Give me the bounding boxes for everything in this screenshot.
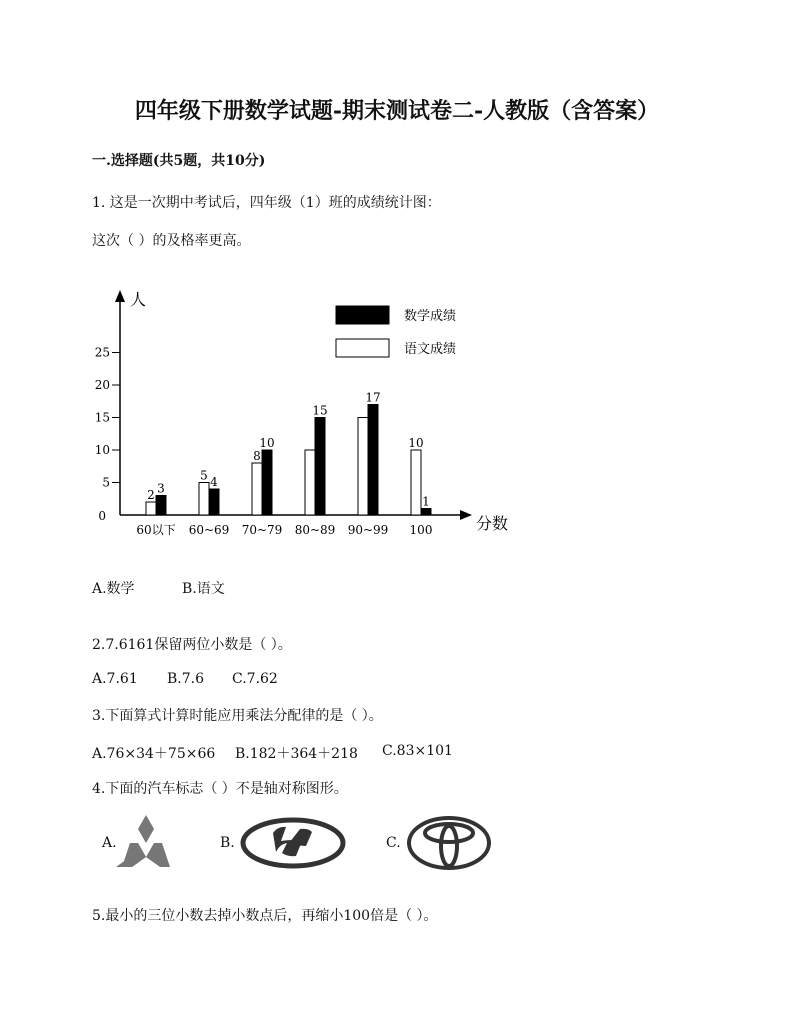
legend-swatch bbox=[336, 306, 389, 324]
y-axis-arrow bbox=[115, 290, 125, 302]
x-tick-label: 80~89 bbox=[294, 523, 336, 537]
bar-chinese bbox=[252, 463, 262, 515]
bar-chinese bbox=[146, 502, 156, 515]
q2-option-b[interactable]: B.7.6 bbox=[167, 671, 205, 687]
x-tick-label: 90~99 bbox=[347, 523, 389, 537]
legend-swatch bbox=[336, 339, 389, 357]
q1-option-b[interactable]: B.语文 bbox=[182, 581, 225, 597]
bar-math bbox=[315, 418, 325, 516]
question-1-prompt: 这次（ ）的及格率更高。 bbox=[92, 233, 251, 249]
q3-option-c[interactable]: C.83×101 bbox=[382, 743, 453, 759]
y-tick-label: 5 bbox=[102, 475, 110, 490]
question-1-text: 1. 这是一次期中考试后，四年级（1）班的成绩统计图： bbox=[92, 195, 441, 211]
x-axis-arrow bbox=[460, 510, 472, 520]
question-5-text: 5.最小的三位小数去掉小数点后，再缩小100倍是（ ）。 bbox=[92, 908, 438, 924]
data-label: 2 bbox=[147, 488, 155, 502]
bar-math bbox=[368, 405, 378, 516]
x-axis-label: 分数 bbox=[476, 514, 509, 533]
x-tick-label: 60以下 bbox=[136, 523, 176, 537]
x-tick-label: 60~69 bbox=[188, 523, 230, 537]
data-label: 17 bbox=[365, 390, 381, 405]
data-label: 10 bbox=[408, 436, 424, 450]
q1-option-a[interactable]: A.数学 bbox=[92, 581, 135, 597]
section-heading: 一.选择题(共5题，共10分) bbox=[92, 153, 266, 169]
y-tick-label: 10 bbox=[94, 443, 110, 457]
data-label: 1 bbox=[422, 494, 430, 509]
bar-chinese bbox=[199, 483, 209, 516]
legend-label: 语文成绩 bbox=[404, 342, 457, 357]
bar-math bbox=[156, 496, 166, 516]
bar-chinese bbox=[411, 450, 421, 515]
hyundai-logo bbox=[240, 817, 346, 869]
data-label: 3 bbox=[157, 481, 165, 496]
y-tick-label: 20 bbox=[94, 378, 110, 392]
question-4-text: 4.下面的汽车标志（ ）不是轴对称图形。 bbox=[92, 781, 348, 797]
score-bar-chart bbox=[90, 285, 530, 550]
page-title: 四年级下册数学试题-期末测试卷二-人教版（含答案） bbox=[134, 98, 660, 124]
q4-option-a[interactable]: A. bbox=[102, 835, 117, 851]
q2-option-a[interactable]: A.7.61 bbox=[92, 671, 138, 687]
bar-chinese bbox=[358, 418, 368, 516]
mitsubishi-logo bbox=[116, 813, 176, 869]
question-2-text: 2.7.6161保留两位小数是（ ）。 bbox=[92, 637, 292, 653]
x-tick-label: 70~79 bbox=[241, 523, 283, 537]
legend-label: 数学成绩 bbox=[404, 309, 457, 324]
y-tick-label: 25 bbox=[94, 345, 110, 360]
q3-option-b[interactable]: B.182＋364＋218 bbox=[235, 746, 358, 762]
bar-math bbox=[421, 509, 431, 516]
y-tick-label: 0 bbox=[98, 509, 106, 523]
question-3-text: 3.下面算式计算时能应用乘法分配律的是（ ）。 bbox=[92, 708, 383, 724]
bar-chinese bbox=[305, 450, 315, 515]
y-tick-label: 15 bbox=[94, 410, 110, 425]
data-label: 8 bbox=[253, 449, 261, 463]
data-label: 4 bbox=[210, 475, 218, 489]
data-label: 10 bbox=[259, 436, 275, 450]
bar-math bbox=[209, 489, 219, 515]
data-label: 15 bbox=[312, 403, 328, 418]
q3-option-a[interactable]: A.76×34＋75×66 bbox=[92, 746, 216, 762]
data-label: 5 bbox=[200, 468, 208, 483]
q2-option-c[interactable]: C.7.62 bbox=[232, 671, 278, 687]
y-axis-label: 人 bbox=[130, 290, 147, 309]
x-tick-label: 100 bbox=[409, 523, 433, 537]
bar-math bbox=[262, 450, 272, 515]
toyota-logo bbox=[406, 815, 492, 871]
q4-option-b[interactable]: B. bbox=[220, 835, 235, 851]
q4-option-c[interactable]: C. bbox=[386, 835, 401, 851]
